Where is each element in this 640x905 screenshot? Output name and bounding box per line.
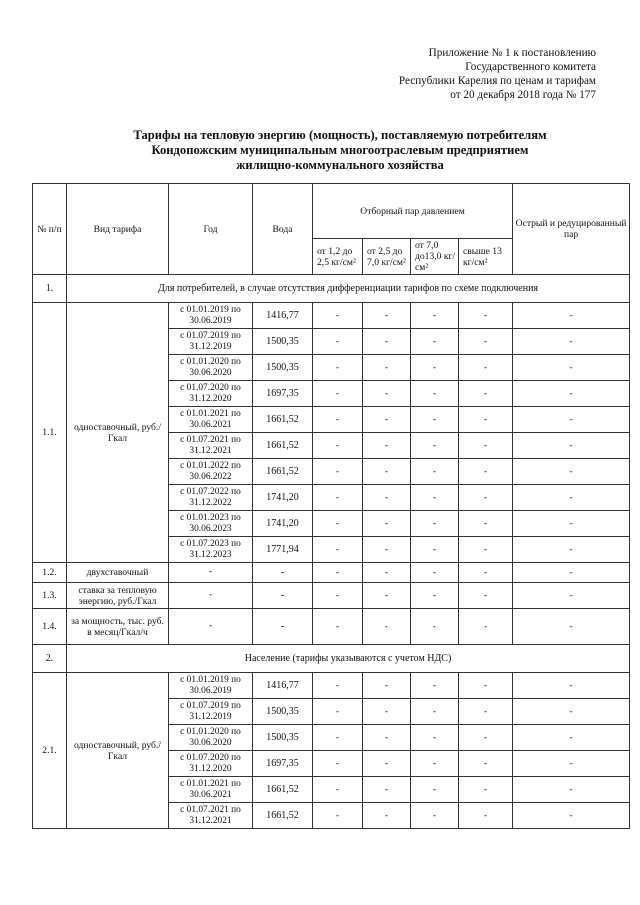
row-number: 1.3. — [33, 583, 67, 609]
empty-tariff: - — [513, 433, 630, 459]
empty-tariff: - — [363, 485, 411, 511]
section-number: 1. — [33, 275, 67, 303]
water-tariff: 1697,35 — [253, 751, 313, 777]
empty-tariff: - — [313, 803, 363, 829]
empty-tariff: - — [313, 511, 363, 537]
tariff-type: ставка за тепловую энергию, руб./Гкал — [67, 583, 169, 609]
table-row — [33, 609, 630, 645]
empty-tariff: - — [513, 673, 630, 699]
header-pressure: от 2,5 до 7,0 кг/см² — [363, 239, 411, 275]
header-sharp-steam: Острый и редуцированный пар — [513, 184, 630, 275]
empty-tariff: - — [313, 459, 363, 485]
water-tariff: 1416,77 — [253, 303, 313, 329]
water-tariff: 1661,52 — [253, 433, 313, 459]
water-tariff: - — [253, 583, 313, 609]
empty-tariff: - — [411, 583, 459, 609]
row-number: 1.2. — [33, 563, 67, 583]
empty-tariff: - — [459, 329, 513, 355]
empty-tariff: - — [411, 673, 459, 699]
empty-tariff: - — [513, 609, 630, 645]
empty-tariff: - — [513, 725, 630, 751]
period-cell: с 01.07.2019 по 31.12.2019 — [169, 329, 253, 355]
empty-tariff: - — [363, 751, 411, 777]
empty-tariff: - — [459, 511, 513, 537]
empty-tariff: - — [513, 537, 630, 563]
empty-tariff: - — [411, 751, 459, 777]
empty-tariff: - — [313, 563, 363, 583]
period-cell: с 01.07.2020 по 31.12.2020 — [169, 381, 253, 407]
empty-tariff: - — [363, 563, 411, 583]
water-tariff: 1771,94 — [253, 537, 313, 563]
empty-tariff: - — [313, 751, 363, 777]
water-tariff: 1741,20 — [253, 485, 313, 511]
water-tariff: 1500,35 — [253, 355, 313, 381]
appendix-line: Государственного комитета — [465, 61, 596, 73]
section-title: Для потребителей, в случае отсутствия дифференциации тарифов по схеме подключения — [67, 275, 630, 303]
water-tariff: 1500,35 — [253, 329, 313, 355]
empty-tariff: - — [363, 355, 411, 381]
empty-tariff: - — [459, 673, 513, 699]
section-row — [33, 645, 630, 673]
empty-tariff: - — [513, 459, 630, 485]
tariff-table — [32, 183, 630, 829]
empty-tariff: - — [459, 563, 513, 583]
empty-tariff: - — [313, 699, 363, 725]
empty-tariff: - — [411, 699, 459, 725]
header-type: Вид тарифа — [67, 184, 169, 275]
empty-tariff: - — [513, 777, 630, 803]
water-tariff: 1500,35 — [253, 725, 313, 751]
tariff-type: одноставочный, руб./Гкал — [67, 673, 169, 829]
empty-tariff: - — [411, 537, 459, 563]
empty-tariff: - — [363, 583, 411, 609]
empty-tariff: - — [513, 699, 630, 725]
row-number: 1.4. — [33, 609, 67, 645]
empty-tariff: - — [411, 433, 459, 459]
empty-tariff: - — [313, 673, 363, 699]
empty-tariff: - — [363, 511, 411, 537]
empty-tariff: - — [459, 485, 513, 511]
empty-tariff: - — [411, 303, 459, 329]
empty-tariff: - — [459, 537, 513, 563]
empty-tariff: - — [411, 329, 459, 355]
water-tariff: 1661,52 — [253, 407, 313, 433]
period-cell: с 01.07.2019 по 31.12.2019 — [169, 699, 253, 725]
empty-tariff: - — [513, 803, 630, 829]
header-num: № п/п — [33, 184, 67, 275]
section-number: 2. — [33, 645, 67, 673]
empty-tariff: - — [411, 459, 459, 485]
empty-tariff: - — [513, 381, 630, 407]
period-cell: с 01.01.2021 по 30.06.2021 — [169, 777, 253, 803]
period-cell: с 01.01.2020 по 30.06.2020 — [169, 725, 253, 751]
empty-tariff: - — [459, 459, 513, 485]
empty-tariff: - — [513, 583, 630, 609]
empty-tariff: - — [363, 433, 411, 459]
empty-tariff: - — [411, 511, 459, 537]
period-cell: - — [169, 583, 253, 609]
empty-tariff: - — [411, 485, 459, 511]
appendix-line: Приложение № 1 к постановлению — [428, 47, 596, 59]
appendix-header — [399, 46, 596, 102]
period-cell: с 01.07.2021 по 31.12.2021 — [169, 433, 253, 459]
document-title — [0, 128, 640, 173]
empty-tariff: - — [313, 725, 363, 751]
appendix-line: Республики Карелия по ценам и тарифам — [398, 75, 596, 87]
empty-tariff: - — [513, 407, 630, 433]
row-number: 2.1. — [33, 673, 67, 829]
period-cell: с 01.07.2023 по 31.12.2023 — [169, 537, 253, 563]
empty-tariff: - — [363, 537, 411, 563]
empty-tariff: - — [313, 433, 363, 459]
empty-tariff: - — [459, 355, 513, 381]
tariff-type: двухставочный — [67, 563, 169, 583]
period-cell: - — [169, 609, 253, 645]
title-line: жилищно-коммунального хозяйства — [236, 158, 444, 172]
empty-tariff: - — [513, 563, 630, 583]
empty-tariff: - — [363, 407, 411, 433]
empty-tariff: - — [313, 329, 363, 355]
empty-tariff: - — [313, 537, 363, 563]
empty-tariff: - — [411, 355, 459, 381]
water-tariff: 1500,35 — [253, 699, 313, 725]
empty-tariff: - — [513, 485, 630, 511]
header-steam: Отборный пар давлением — [313, 184, 513, 239]
table-body — [33, 275, 630, 829]
header-year: Год — [169, 184, 253, 275]
row-number: 1.1. — [33, 303, 67, 563]
empty-tariff: - — [411, 407, 459, 433]
empty-tariff: - — [459, 609, 513, 645]
empty-tariff: - — [411, 563, 459, 583]
empty-tariff: - — [313, 381, 363, 407]
empty-tariff: - — [363, 459, 411, 485]
empty-tariff: - — [459, 433, 513, 459]
empty-tariff: - — [313, 583, 363, 609]
title-line: Тарифы на тепловую энергию (мощность), поставляемую потребителям — [133, 128, 547, 142]
empty-tariff: - — [411, 381, 459, 407]
section-row — [33, 275, 630, 303]
header-pressure: свыше 13 кг/см² — [459, 239, 513, 275]
empty-tariff: - — [459, 777, 513, 803]
empty-tariff: - — [363, 609, 411, 645]
empty-tariff: - — [513, 303, 630, 329]
water-tariff: 1661,52 — [253, 803, 313, 829]
empty-tariff: - — [459, 583, 513, 609]
empty-tariff: - — [411, 725, 459, 751]
empty-tariff: - — [411, 777, 459, 803]
empty-tariff: - — [363, 329, 411, 355]
header-pressure: от 1,2 до 2,5 кг/см² — [313, 239, 363, 275]
period-cell: с 01.07.2021 по 31.12.2021 — [169, 803, 253, 829]
period-cell: с 01.01.2020 по 30.06.2020 — [169, 355, 253, 381]
empty-tariff: - — [313, 303, 363, 329]
water-tariff: 1697,35 — [253, 381, 313, 407]
empty-tariff: - — [313, 407, 363, 433]
tariff-type: одноставочный, руб./Гкал — [67, 303, 169, 563]
empty-tariff: - — [513, 751, 630, 777]
period-cell: с 01.07.2020 по 31.12.2020 — [169, 751, 253, 777]
section-title: Население (тарифы указываются с учетом НДС) — [67, 645, 630, 673]
period-cell: с 01.07.2022 по 31.12.2022 — [169, 485, 253, 511]
empty-tariff: - — [411, 609, 459, 645]
water-tariff: 1741,20 — [253, 511, 313, 537]
empty-tariff: - — [459, 407, 513, 433]
water-tariff: 1661,52 — [253, 459, 313, 485]
empty-tariff: - — [363, 725, 411, 751]
period-cell: с 01.01.2019 по 30.06.2019 — [169, 303, 253, 329]
period-cell: с 01.01.2023 по 30.06.2023 — [169, 511, 253, 537]
empty-tariff: - — [459, 725, 513, 751]
header-pressure: от 7,0 до13,0 кг/см² — [411, 239, 459, 275]
empty-tariff: - — [459, 381, 513, 407]
table-row — [33, 303, 630, 329]
empty-tariff: - — [459, 699, 513, 725]
tariff-type: за мощность, тыс. руб. в месяц/Гкал/ч — [67, 609, 169, 645]
empty-tariff: - — [363, 803, 411, 829]
empty-tariff: - — [459, 751, 513, 777]
empty-tariff: - — [459, 303, 513, 329]
period-cell: с 01.01.2022 по 30.06.2022 — [169, 459, 253, 485]
table-row — [33, 583, 630, 609]
empty-tariff: - — [513, 329, 630, 355]
table-row — [33, 673, 630, 699]
empty-tariff: - — [411, 803, 459, 829]
water-tariff: - — [253, 563, 313, 583]
appendix-line: от 20 декабря 2018 года № 177 — [450, 89, 596, 101]
empty-tariff: - — [513, 355, 630, 381]
period-cell: с 01.01.2021 по 30.06.2021 — [169, 407, 253, 433]
empty-tariff: - — [313, 777, 363, 803]
empty-tariff: - — [363, 673, 411, 699]
empty-tariff: - — [513, 511, 630, 537]
empty-tariff: - — [313, 355, 363, 381]
empty-tariff: - — [363, 303, 411, 329]
period-cell: с 01.01.2019 по 30.06.2019 — [169, 673, 253, 699]
empty-tariff: - — [363, 381, 411, 407]
title-line: Кондопожским муниципальным многоотраслевым предприятием — [151, 143, 529, 157]
table-row — [33, 563, 630, 583]
empty-tariff: - — [459, 803, 513, 829]
water-tariff: 1661,52 — [253, 777, 313, 803]
empty-tariff: - — [313, 609, 363, 645]
water-tariff: - — [253, 609, 313, 645]
period-cell: - — [169, 563, 253, 583]
empty-tariff: - — [363, 777, 411, 803]
empty-tariff: - — [363, 699, 411, 725]
header-water: Вода — [253, 184, 313, 275]
water-tariff: 1416,77 — [253, 673, 313, 699]
empty-tariff: - — [313, 485, 363, 511]
